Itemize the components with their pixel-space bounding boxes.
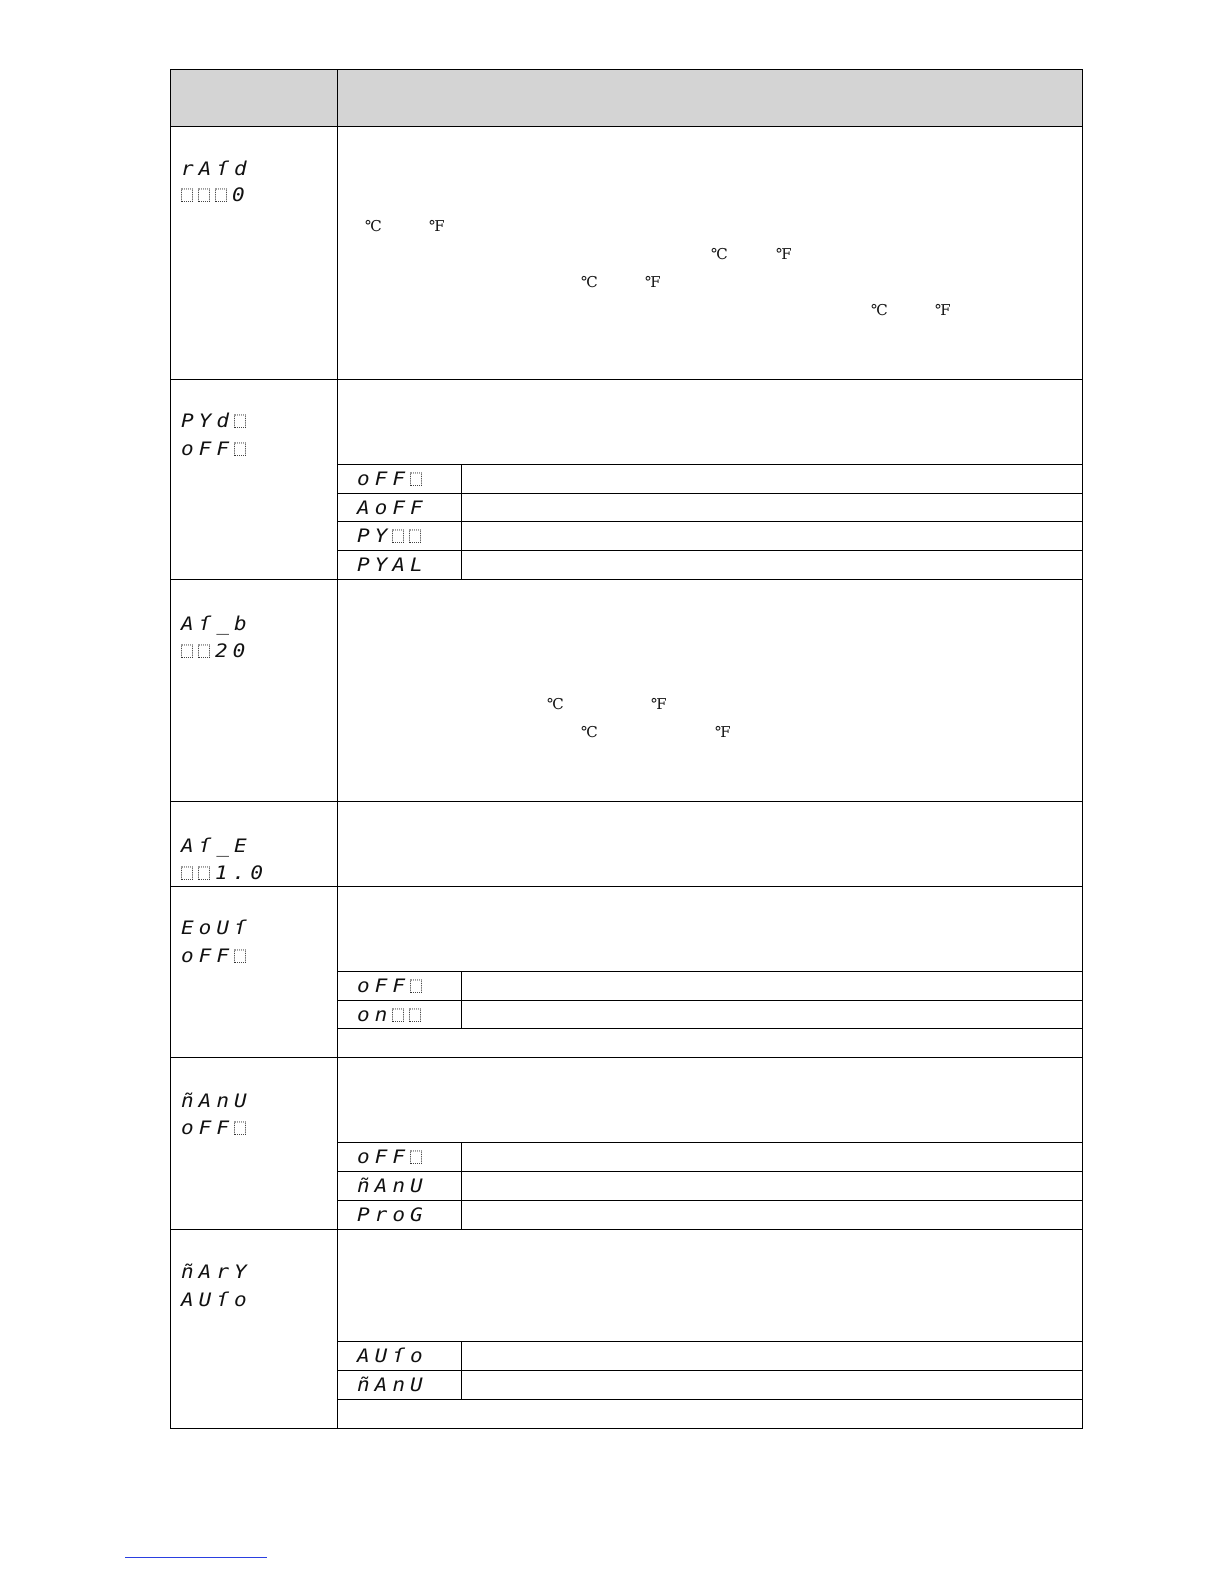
option-divider [337,1000,1082,1001]
fahrenheit-unit: ℉ [776,245,792,263]
celsius-unit: ℃ [871,301,888,319]
option-divider [337,1142,1082,1143]
option-code: ñAnU [357,1374,428,1396]
option-divider [337,971,1082,972]
option-column-divider [461,1142,462,1229]
column-divider [337,70,338,1428]
param-code: EoUſ [181,917,252,939]
option-column-divider [461,464,462,579]
option-divider [337,1370,1082,1371]
option-code: AoFF [357,497,428,519]
option-code: ñAnU [357,1175,428,1197]
option-divider [337,1399,1082,1400]
default-code: oFF [181,1117,251,1139]
option-divider [337,493,1082,494]
row-divider [171,1057,1082,1058]
param-code: ñAnU [181,1090,252,1112]
option-divider [337,464,1082,465]
default-code: 20 [181,640,250,662]
option-column-divider [461,1341,462,1399]
default-code: 0 [181,184,250,206]
row-divider [171,579,1082,580]
row-divider [171,801,1082,802]
fahrenheit-unit: ℉ [715,723,731,741]
option-code: ProG [357,1204,428,1226]
row-divider [171,379,1082,380]
option-code: AUſo [357,1345,428,1367]
fahrenheit-unit: ℉ [651,695,667,713]
option-divider [337,521,1082,522]
celsius-unit: ℃ [365,217,382,235]
param-code: ñArY [181,1261,252,1283]
parameter-table [170,69,1083,1429]
celsius-unit: ℃ [581,723,598,741]
param-code: rAſd [181,158,252,180]
default-code: oFF [181,438,251,460]
option-code: on [357,1004,426,1026]
table-header [171,70,1082,127]
fahrenheit-unit: ℉ [429,217,445,235]
param-code: PYd [181,410,251,432]
option-code: oFF [357,1146,427,1168]
option-column-divider [461,971,462,1028]
default-code: oFF [181,945,251,967]
param-code: Aſ_E [181,835,252,857]
fahrenheit-unit: ℉ [935,301,951,319]
fahrenheit-unit: ℉ [645,273,661,291]
option-divider [337,1171,1082,1172]
default-code: AUſo [181,1289,252,1311]
celsius-unit: ℃ [581,273,598,291]
option-code: oFF [357,975,427,997]
option-divider [337,1200,1082,1201]
row-divider [171,886,1082,887]
row-divider [171,1229,1082,1230]
celsius-unit: ℃ [547,695,564,713]
default-code: 1.0 [181,862,268,884]
option-divider [337,1028,1082,1029]
option-code: PY [357,525,426,547]
option-code: PYAL [357,554,428,576]
option-divider [337,1341,1082,1342]
option-divider [337,550,1082,551]
celsius-unit: ℃ [711,245,728,263]
option-code: oFF [357,468,427,490]
link-underline [125,1557,267,1558]
param-code: Aſ_b [181,613,252,635]
